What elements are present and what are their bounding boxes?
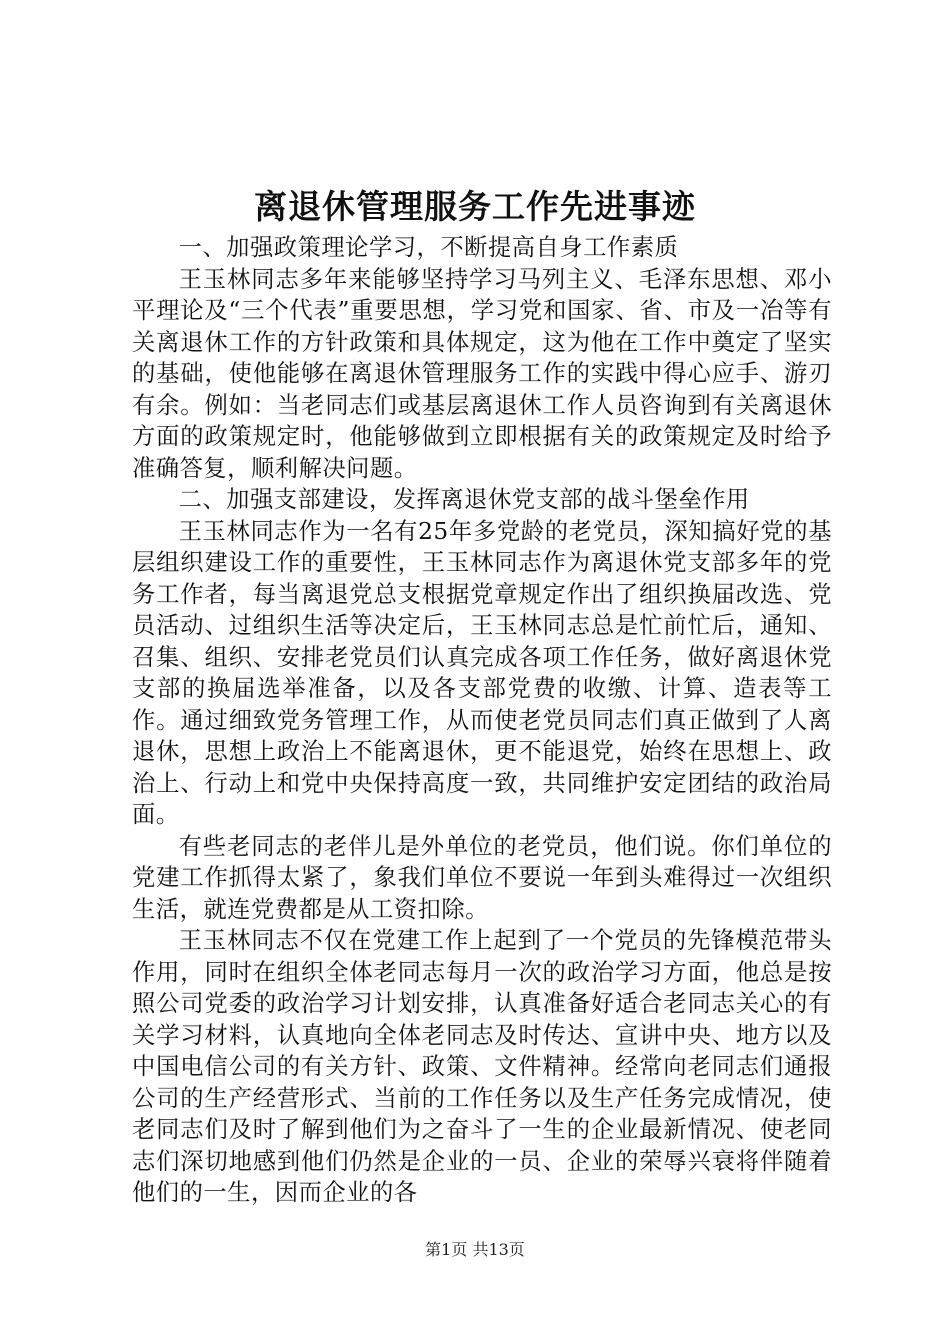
section-heading-2: 二、加强支部建设，发挥离退休党支部的战斗堡垒作用 (178, 486, 750, 513)
paragraph-4: 王玉林同志不仅在党建工作上起到了一个党员的先锋模范带头作用，同时在组织全体老同志每月一次的政治学习方面，他总是按照公司党委的政治学习计划安排，认真准备好适合老同志关心的有关学习材料，认真地向全体老同志及时传达、宣讲中央、地方以及中国电信公司的有关方针、政策、文件精神。经常向老同志们通报公司的生产经营形式、当前的工作任务以及生产任务完成情况，使老同志们及时了解到他们为之奋斗了一生的企业最新情况、使老同志们深切地感到他们仍然是企业的一员、企业的荣辱兴衰将伴随着他们的一生，因而企业的各 (132, 927, 832, 1206)
paragraph-1: 王玉林同志多年来能够坚持学习马列主义、毛泽东思想、邓小平理论及“三个代表”重要思想，学习党和国家、省、市及一冶等有关离退休工作的方针政策和具体规定，这为他在工作中奠定了坚实的基础，使他能够在离退休管理服务工作的实践中得心应手、游刃有余。例如：当老同志们或基层离退休工作人员咨询到有关离退休方面的政策规定时，他能够做到立即根据有关的政策规定及时给予准确答复，顺利解决问题。 (132, 265, 832, 482)
section-heading-1: 一、加强政策理论学习，不断提高自身工作素质 (178, 234, 679, 261)
paragraph-2: 王玉林同志作为一名有25年多党龄的老党员，深知搞好党的基层组织建设工作的重要性，王玉林同志作为离退休党支部多年的党务工作者，每当离退党总支根据党章规定作出了组织换届改选、党员活动、过组织生活等决定后，王玉林同志总是忙前忙后，通知、召集、组织、安排老党员们认真完成各项工作任务，做好离退休党支部的换届选举准备，以及各支部党费的收缴、计算、造表等工作。通过细致党务管理工作，从而使老党员同志们真正做到了人离退休，思想上政治上不能离退休，更不能退党，始终在思想上、政治上、行动上和党中央保持高度一致，共同维护安定团结的政治局面。 (132, 517, 832, 828)
document-title: 离退休管理服务工作先进事迹 (254, 187, 696, 226)
document-body (132, 232, 832, 1209)
page-number-footer: 第1页 共13页 (425, 1240, 525, 1259)
paragraph-3: 有些老同志的老伴儿是外单位的老党员，他们说。你们单位的党建工作抓得太紧了，象我们单位不要说一年到头难得过一次组织生活，就连党费都是从工资扣除。 (132, 832, 832, 923)
